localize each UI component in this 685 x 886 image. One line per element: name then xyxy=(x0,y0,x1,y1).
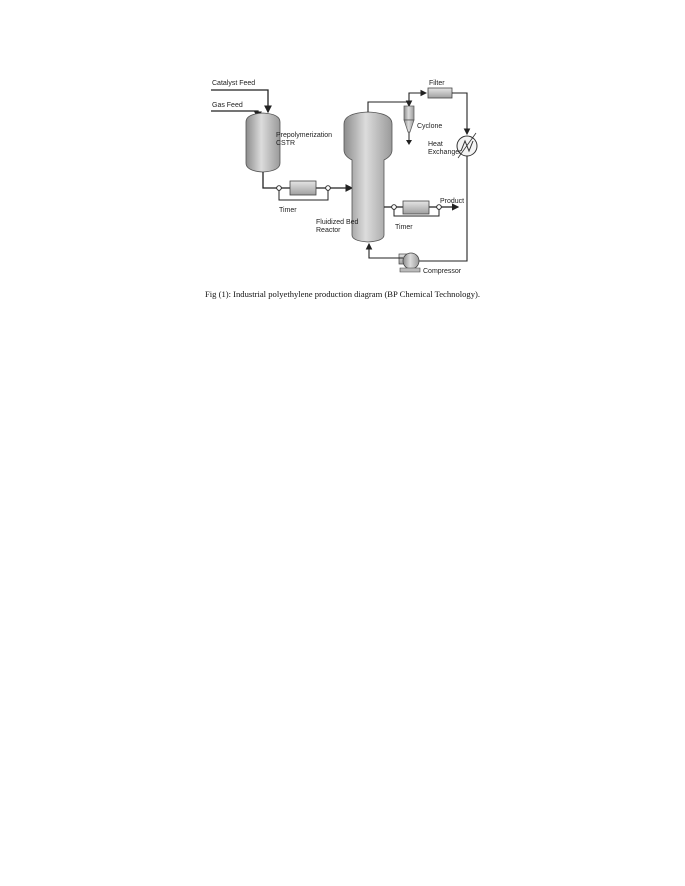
compressor-to-reactor-line xyxy=(369,244,403,258)
filter-box xyxy=(428,88,452,98)
heat-label: Heat xyxy=(428,141,443,148)
reactor-label: Reactor xyxy=(316,227,341,234)
prepolymerization-cstr-vessel xyxy=(246,113,280,172)
fluidized-bed-label: Fluidized Bed xyxy=(316,219,359,226)
timer-left-label: Timer xyxy=(279,207,297,214)
cstr-label: CSTR xyxy=(276,140,296,147)
figure-caption: Fig (1): Industrial polyethylene production diagram (BP Chemical Technology). xyxy=(204,289,481,299)
filter-to-heat-exchanger-line xyxy=(452,93,467,134)
prepolymerization-label: Prepolymerization xyxy=(276,132,333,139)
catalyst-feed-label: Catalyst Feed xyxy=(212,80,256,87)
compressor-label: Compressor xyxy=(423,268,462,275)
filter-label: Filter xyxy=(429,80,445,87)
product-label: Product xyxy=(440,198,465,205)
timer-left-box xyxy=(290,181,316,195)
cyclone-to-filter-line xyxy=(409,93,426,106)
cyclone-separator xyxy=(404,106,414,145)
reactor-to-cyclone-line xyxy=(368,102,409,112)
timer-right-box xyxy=(403,201,429,214)
gas-feed-label: Gas Feed xyxy=(212,102,243,109)
timer-right-label: Timer xyxy=(395,224,413,231)
compressor-icon xyxy=(399,253,420,272)
process-flow-diagram xyxy=(0,0,685,300)
exchanger-label: Exchanger xyxy=(428,149,462,156)
cyclone-label: Cyclone xyxy=(417,123,443,130)
